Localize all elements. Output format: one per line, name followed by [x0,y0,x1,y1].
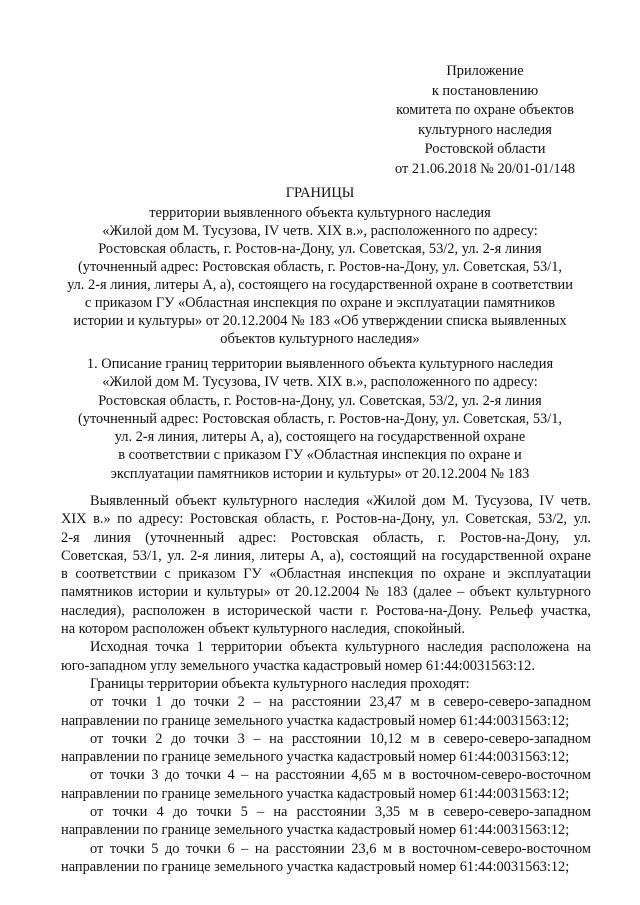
paragraph-line: в соответствии с приказом ГУ «Областная инспекция по охране и эксплуатации [61,566,591,583]
paragraph-line: наследия), расположен в исторической части г. Ростова-на-Дону. Рельеф участка, [61,602,591,619]
boundary-segment [61,803,591,840]
title-line: (уточненный адрес: Ростовская область, г. Ростов-на-Дону, ул. Советская, 53/1, [77,259,563,275]
segment-line: от точки 2 до точки 3 – на расстоянии 10,12 м в северо-северо-западном [90,730,591,747]
section-1-heading [50,355,590,483]
paragraph-line: на котором расположен объект культурного наследия, спокойный. [61,621,465,638]
paragraph-line: юго-западном углу земельного участка кадастровый номер 61:44:0031563:12. [61,657,535,674]
appendix-line: Ростовской области [424,141,546,157]
segment-line: от точки 5 до точки 6 – на расстоянии 23,6 м в восточном-северо-восточном [90,840,591,857]
document-body [61,492,591,876]
paragraph-line: памятников истории и культуры» от 20.12.2004 № 183 (далее – объект культурного [61,584,591,601]
boundary-segment [61,730,591,767]
boundary-segment [61,840,591,877]
boundary-segment [61,693,591,730]
segment-line: направлении по границе земельного участка кадастровый номер 61:44:0031563:12; [61,749,570,766]
paragraph-line: XIX в.» по адресу: Ростовская область, г. Ростов-на-Дону, ул. Советская, 53/2, ул. [61,511,591,528]
section-line: ул. 2-я линия, литеры А, а), состоящего на государственной охране [114,429,526,446]
section-line: «Жилой дом М. Тусузова, IV четв. XIX в.», расположенного по адресу: [102,374,538,391]
segment-line: направлении по границе земельного участка кадастровый номер 61:44:0031563:12; [61,785,570,802]
section-line: Ростовская область, г. Ростов-на-Дону, ул. Советская, 53/2, ул. 2-я линия [98,392,542,409]
document-title [50,184,590,348]
segment-line: от точки 3 до точки 4 – на расстоянии 4,65 м в восточном-северо-восточном [90,767,591,784]
appendix-line: Приложение [446,63,524,79]
title-line: истории и культуры» от 20.12.2004 № 183 «Об утверждении списка выявленных [73,313,567,329]
boundary-segment [61,766,591,803]
appendix-line: от 21.06.2018 № 20/01-01/148 [394,160,576,177]
paragraph-line: Выявленный объект культурного наследия «Жилой дом М. Тусузова, IV четв. [90,493,591,509]
paragraph-line: Исходная точка 1 территории объекта культурного наследия расположена на [90,639,591,656]
title-line: территории выявленного объекта культурного наследия [149,205,491,221]
title-line: объектов культурного наследия» [220,331,420,347]
segment-line: от точки 4 до точки 5 – на расстоянии 3,35 м в северо-северо-западном [90,804,591,821]
segment-line: направлении по границе земельного участка кадастровый номер 61:44:0031563:12; [61,712,570,729]
title-line: с приказом ГУ «Областная инспекция по охране и эксплуатации памятников [84,295,556,311]
title-line: «Жилой дом М. Тусузова, IV четв. XIX в.», расположенного по адресу: [102,223,538,239]
appendix-header [360,62,610,179]
appendix-line: комитета по охране объектов [396,102,574,118]
section-line: (уточненный адрес: Ростовская область, г. Ростов-на-Дону, ул. Советская, 53/1, [77,410,563,427]
segment-line: направлении по границе земельного участка кадастровый номер 61:44:0031563:12; [61,822,570,839]
segment-line: направлении по границе земельного участка кадастровый номер 61:44:0031563:12; [61,858,570,875]
title-heading: ГРАНИЦЫ [285,185,355,201]
section-line: 1. Описание границ территории выявленного объекта культурного наследия [86,356,554,372]
paragraph-line: Границы территории объекта культурного наследия проходят: [90,675,470,692]
paragraph-line: Советская, 53/1, ул. 2-я линия, литеры А, а), состоящий на государственной охране [61,547,591,564]
segment-line: от точки 1 до точки 2 – на расстоянии 23,47 м в северо-северо-западном [90,694,591,711]
paragraph-line: 2-я линия (уточненный адрес: Ростовская область, г. Ростов-на-Дону, ул. [61,529,591,546]
title-line: ул. 2-я линия, литеры А, а), состоящего на государственной охране в соответствии [67,277,573,293]
title-line: Ростовская область, г. Ростов-на-Дону, ул. Советская, 53/2, ул. 2-я линия [98,241,542,257]
appendix-line: культурного наследия [418,121,552,138]
appendix-line: к постановлению [431,82,539,99]
section-line: эксплуатации памятников истории и культуры» от 20.12.2004 № 183 [110,465,530,482]
section-line: в соответствии с приказом ГУ «Областная инспекция по охране и [118,447,522,464]
